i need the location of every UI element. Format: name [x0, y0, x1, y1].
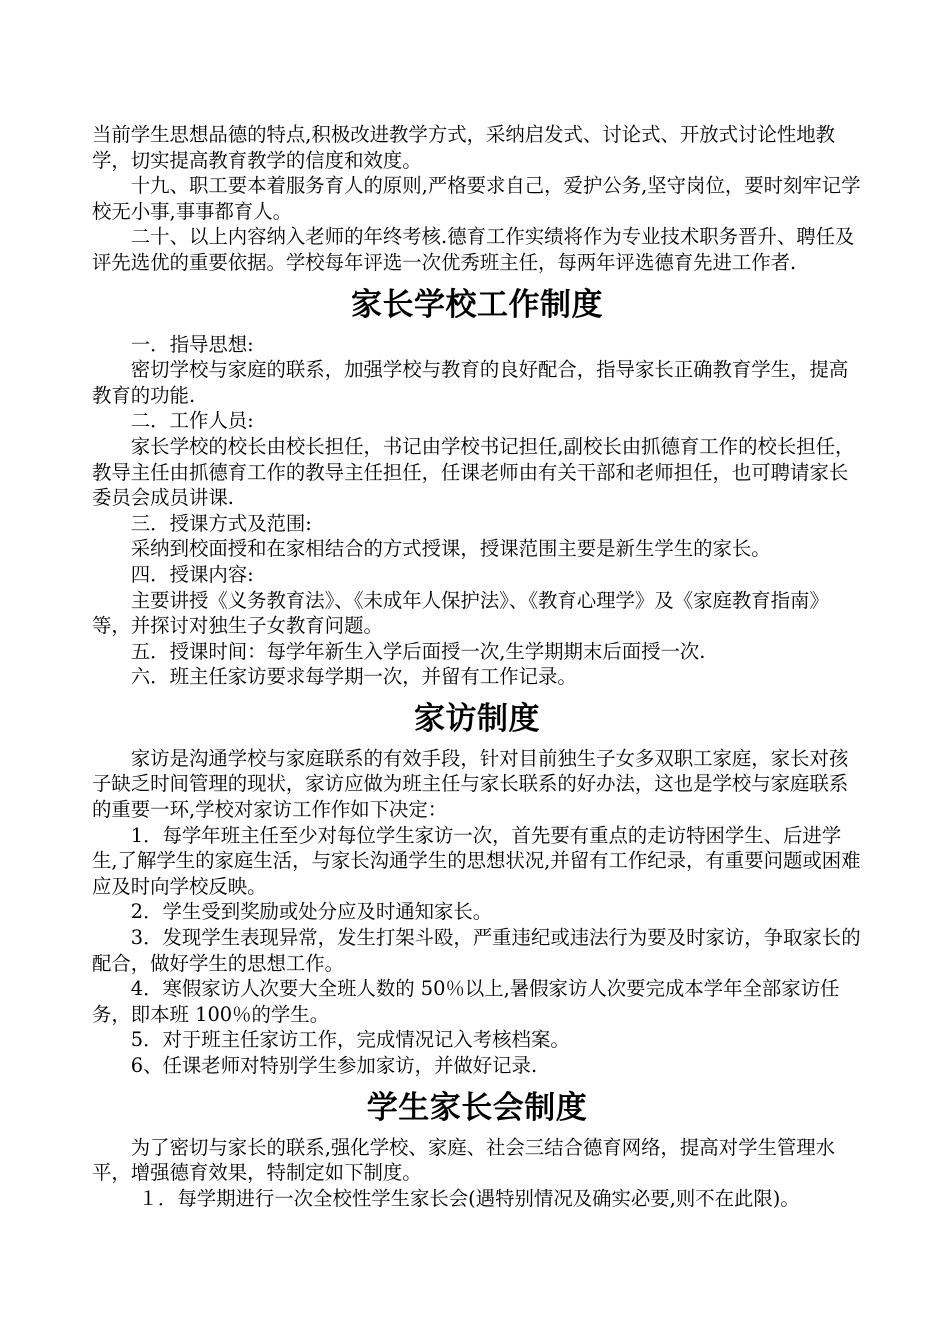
- paragraph: 当前学生思想品德的特点,积极改进教学方式，采纳启发式、讨论式、开放式讨论性地教学，切实提高教育教学的信度和效度。: [92, 123, 836, 172]
- paragraph: １．每学期进行一次全校性学生家长会(遇特别情况及确实必要,则不在此限)。: [138, 1186, 800, 1210]
- paragraph: 六．班主任家访要求每学期一次，并留有工作记录。: [130, 665, 577, 689]
- section-parent-school: [92, 284, 862, 690]
- paragraph: 十九、职工要本着服务育人的原则,严格要求自己，爱护公务,坚守岗位，要时刻牢记学校无小事,事事都育人。: [92, 174, 861, 223]
- paragraph: 采纳到校面授和在家相结合的方式授课，授课范围主要是新生学生的家长。: [130, 537, 771, 561]
- paragraph: 4．寒假家访人次要大全班人数的 50％以上,暑假家访人次要完成本学年全部家访任务，即本班 100％的学生。: [92, 977, 840, 1026]
- section-home-visit: [92, 698, 862, 1079]
- paragraph: 二．工作人员:: [130, 409, 254, 433]
- paragraph: 1．每学年班主任至少对每位学生家访一次，首先要有重点的走访特困学生、后进学生,了解学生的家庭生活，与家长沟通学生的思想状况,并留有工作纪录，有重要问题或困难应及时向学校反映。: [92, 823, 861, 898]
- paragraph: 6、任课老师对特别学生参加家访，并做好记录.: [130, 1054, 538, 1077]
- paragraph: 四．授课内容:: [130, 562, 254, 586]
- paragraph: 5．对于班主任家访工作，完成情况记入考核档案。: [130, 1028, 570, 1052]
- paragraph: 二十、以上内容纳入老师的年终考核.德育工作实绩将作为专业技术职务晋升、聘任及评先选优的重要依据。学校每年评选一次优秀班主任，每两年评选德育先进工作者.: [92, 225, 855, 274]
- paragraph: 家长学校的校长由校长担任，书记由学校书记担任,副校长由抓德育工作的校长担任，教导主任由抓德育工作的教导主任担任，任课老师由有关干部和老师担任，也可聘请家长委员会成员讲课.: [92, 434, 855, 510]
- document-page: [92, 122, 862, 1211]
- paragraph: 家访是沟通学校与家庭联系的有效手段，针对目前独生子女多双职工家庭，家长对孩子缺乏时间管理的现状，家访应做为班主任与家长联系的好办法，这也是学校与家庭联系的重要一环,学校对家访工作作如下决定：: [92, 746, 849, 822]
- paragraph: 密切学校与家庭的联系，加强学校与教育的良好配合，指导家长正确教育学生，提高教育的功能.: [92, 358, 849, 407]
- paragraph: 3．发现学生表现异常，发生打架斗殴，严重违纪或违法行为要及时家访，争取家长的配合，做好学生的思想工作。: [92, 926, 861, 975]
- section-title: 家访制度: [414, 700, 540, 737]
- paragraph: 一．指导思想:: [130, 332, 254, 356]
- section-parent-meeting: [92, 1087, 862, 1212]
- paragraph: 三．授课方式及范围:: [130, 511, 312, 535]
- section-intro: [92, 122, 862, 276]
- section-title: 学生家长会制度: [366, 1089, 588, 1126]
- paragraph: 2．学生受到奖励或处分应及时通知家长。: [130, 900, 493, 924]
- section-title: 家长学校工作制度: [351, 286, 603, 323]
- paragraph: 五．授课时间：每学年新生入学后面授一次,生学期期末后面授一次.: [130, 639, 706, 663]
- paragraph: 主要讲授《义务教育法》、《未成年人保护法》、《教育心理学》及《家庭教育指南》等，并探讨对独生子女教育问题。: [92, 588, 829, 638]
- paragraph: 为了密切与家长的联系,强化学校、家庭、社会三结合德育网络，提高对学生管理水平，增强德育效果，特制定如下制度。: [92, 1135, 836, 1185]
